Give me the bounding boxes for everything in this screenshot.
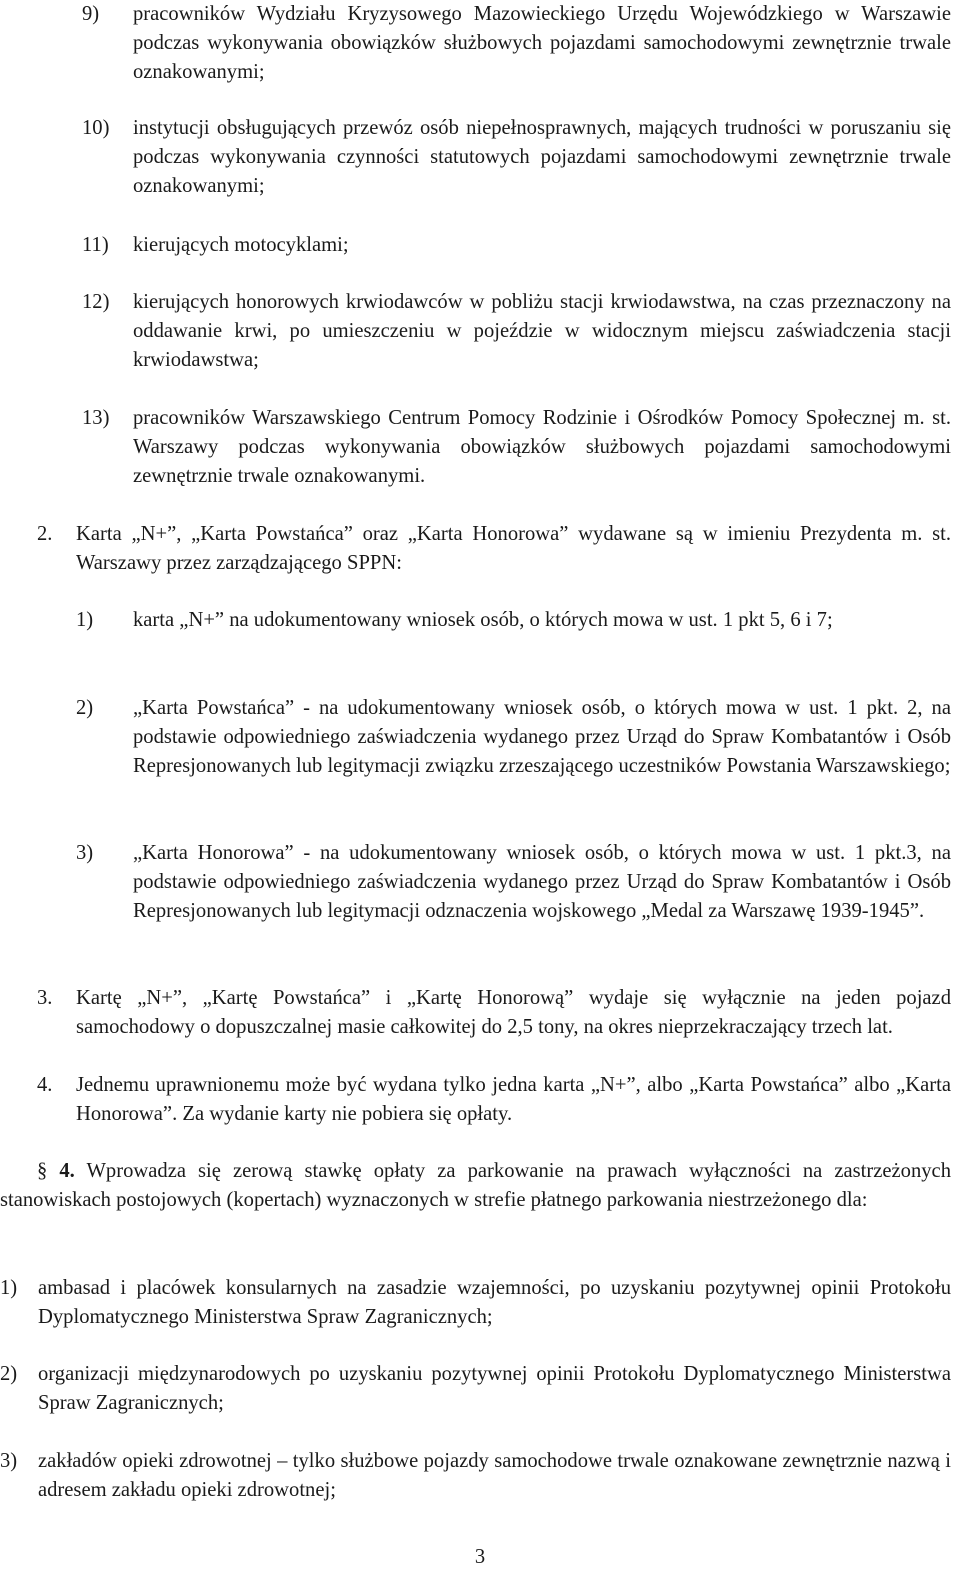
section-sign: § xyxy=(37,1160,48,1182)
paragraph-text: Kartę „N+”, „Kartę Powstańca” i „Kartę Honorową” wydaje się wyłącznie na jeden pojazd samochodowy o dopuszczalnej masie całkowitej do 2,5 tony, na okres nieprzekraczający trzech lat. xyxy=(76,987,951,1038)
page-number: 3 xyxy=(474,1546,486,1568)
list-item-text: karta „N+” na udokumentowany wniosek osób, o których mowa w ust. 1 pkt 5, 6 i 7; xyxy=(133,609,833,631)
list-item-number: 3) xyxy=(76,842,94,864)
paragraph-text: Jednemu uprawnionemu może być wydana tylko jedna karta „N+”, albo „Karta Powstańca” albo „Karta Honorowa”. Za wydanie karty nie pobiera się opłaty. xyxy=(76,1074,951,1125)
list-item xyxy=(0,1274,960,1334)
list-item-number: 3) xyxy=(0,1450,18,1472)
numbered-paragraph xyxy=(0,1071,960,1131)
list-item-number: 12) xyxy=(82,291,110,313)
list-item xyxy=(0,1447,960,1507)
list-item-number: 1) xyxy=(0,1277,18,1299)
section-paragraph xyxy=(0,1157,951,1215)
paragraph-number: 2. xyxy=(37,523,53,545)
list-item xyxy=(0,404,960,492)
list-item xyxy=(0,288,960,376)
list-item-text: ambasad i placówek konsularnych na zasadzie wzajemności, po uzyskaniu pozytywnej opinii Protokołu Dyplomatycznego Ministerstwa Spraw Zagranicznych; xyxy=(38,1277,951,1328)
list-item xyxy=(0,694,960,812)
list-item-text: kierujących honorowych krwiodawców w pobliżu stacji krwiodawstwa, na czas przeznaczony na oddawanie krwi, po umieszczeniu w pojeździe w widocznym miejscu zaświadczenia stacji krwiodawstwa; xyxy=(133,291,951,371)
list-item-text: pracowników Warszawskiego Centrum Pomocy Rodzinie i Ośrodków Pomocy Społecznej m. st. Warszawy podczas wykonywania obowiązków służbowych pojazdami samochodowymi zewnętrznie trwale oznakowanymi. xyxy=(133,407,951,487)
list-item-number: 1) xyxy=(76,609,94,631)
list-item-text: kierujących motocyklami; xyxy=(133,234,349,256)
list-item-number: 2) xyxy=(76,697,94,719)
section-number: 4. xyxy=(59,1160,75,1182)
paragraph-number: 3. xyxy=(37,987,53,1009)
list-item-number: 11) xyxy=(82,234,109,256)
list-item-number: 2) xyxy=(0,1363,18,1385)
numbered-paragraph xyxy=(0,984,960,1072)
list-item xyxy=(0,231,960,261)
list-item xyxy=(0,0,960,88)
list-item-text: instytucji obsługujących przewóz osób niepełnosprawnych, mających trudności w poruszaniu się podczas wykonywania czynności statutowych pojazdami samochodowymi zewnętrznie trwale oznakowanymi; xyxy=(133,117,951,197)
list-item xyxy=(0,839,960,957)
section-text: Wprowadza się zerową stawkę opłaty za parkowanie na prawach wyłączności na zastrzeżonych stanowiskach postojowych (kopertach) wyznaczonych w strefie płatnego parkowania niestrzeżonego dla: xyxy=(0,1160,951,1211)
list-item-text: „Karta Powstańca” - na udokumentowany wniosek osób, o których mowa w ust. 1 pkt. 2, na podstawie odpowiedniego zaświadczenia wydanego przez Urząd do Spraw Kombatantów i Osób Represjonowanych lub legitymacji związku zrzeszającego uczestników Powstania Warszawskiego; xyxy=(133,697,951,777)
list-item-number: 13) xyxy=(82,407,110,429)
list-item-text: zakładów opieki zdrowotnej – tylko służbowe pojazdy samochodowe trwale oznakowane zewnętrznie nazwą i adresem zakładu opieki zdrowotnej; xyxy=(38,1450,951,1501)
paragraph-number: 4. xyxy=(37,1074,53,1096)
paragraph-text: Karta „N+”, „Karta Powstańca” oraz „Karta Honorowa” wydawane są w imieniu Prezydenta m. st. Warszawy przez zarządzającego SPPN: xyxy=(76,523,951,574)
list-item-text: pracowników Wydziału Kryzysowego Mazowieckiego Urzędu Wojewódzkiego w Warszawie podczas wykonywania obowiązków służbowych pojazdami samochodowymi zewnętrznie trwale oznakowanymi; xyxy=(133,3,951,83)
list-item xyxy=(0,1360,960,1420)
list-item xyxy=(0,114,960,202)
list-item-number: 9) xyxy=(82,3,100,25)
list-item xyxy=(0,606,960,666)
numbered-paragraph xyxy=(0,520,960,580)
list-item-text: „Karta Honorowa” - na udokumentowany wniosek osób, o których mowa w ust. 1 pkt.3, na podstawie odpowiedniego zaświadczenia wydanego przez Urząd do Spraw Kombatantów i Osób Represjonowanych lub legitymacji odznaczenia wojskowego „Medal za Warszawę 1939-1945”. xyxy=(133,842,951,922)
list-item-text: organizacji międzynarodowych po uzyskaniu pozytywnej opinii Protokołu Dyplomatycznego Ministerstwa Spraw Zagranicznych; xyxy=(38,1363,951,1414)
list-item-number: 10) xyxy=(82,117,110,139)
